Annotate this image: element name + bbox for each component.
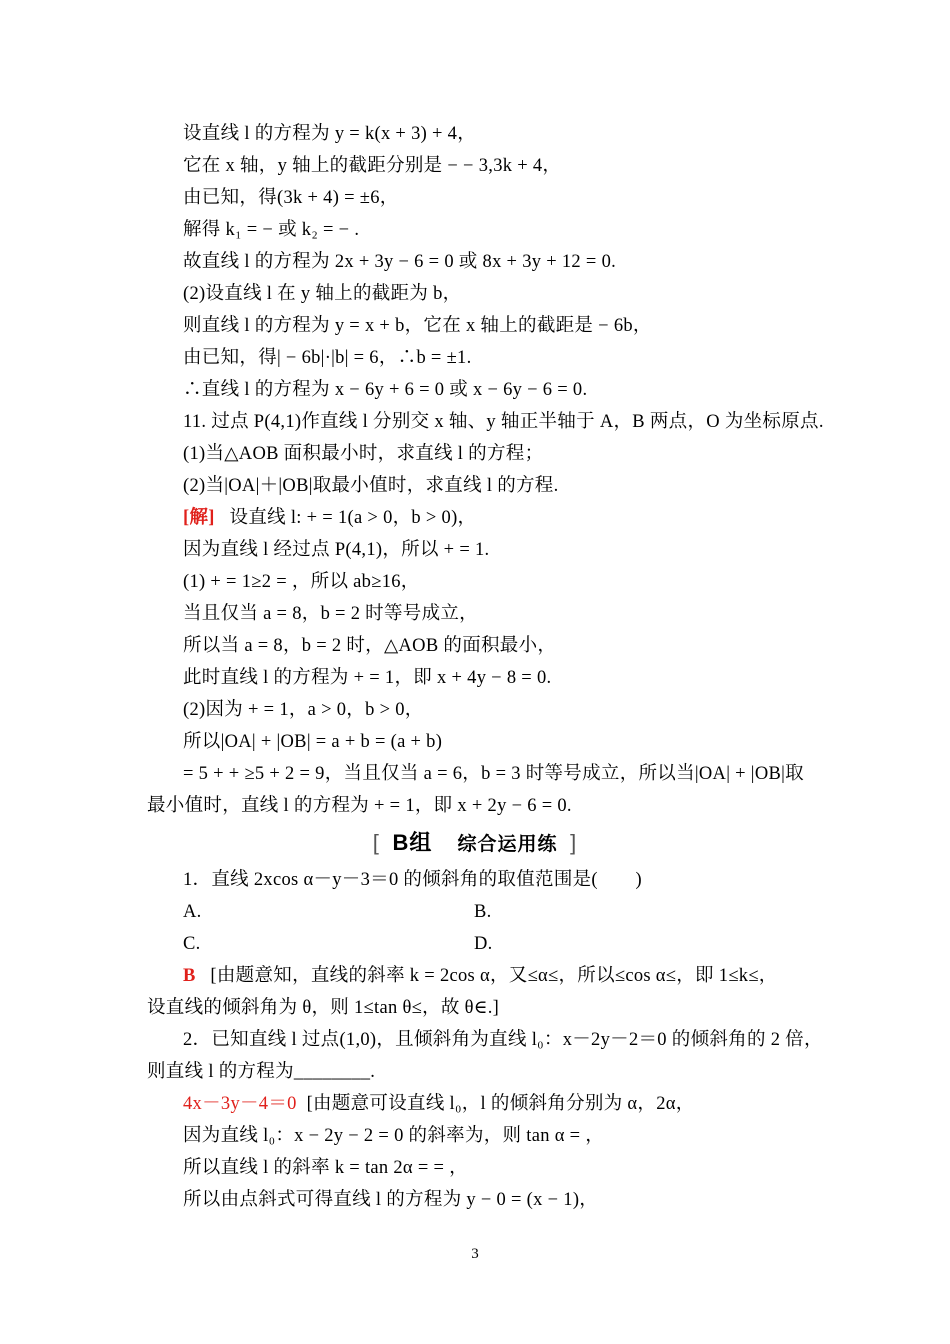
section-banner [0,826,950,860]
banner-right-bracket: ] [570,830,578,855]
options-row [0,928,950,960]
options-row [0,896,950,928]
text-line: 设直线 l 的方程为 y = k(x + 3) + 4， [183,124,477,144]
option-b: B. [474,902,492,922]
text-line: 因为直线 l₀：x − 2y − 2 = 0 的斜率为，则 tan α = ， [183,1126,605,1146]
text-line: 则直线 l 的方程为________. [147,1062,376,1082]
text-line: 所以直线 l 的斜率 k = tan 2α = = ， [183,1158,468,1178]
text-line: 由已知，得| − 6b|·|b| = 6，∴b = ±1. [183,348,472,368]
answer-label: B [183,966,196,986]
answer-text: [由题意知，直线的斜率 k = 2cos α，又≤α≤，所以≤cos α≤，即 1≤k≤， [210,966,778,986]
text-line: 此时直线 l 的方程为 + = 1，即 x + 4y − 8 = 0. [183,668,552,688]
text-line: (2)当|OA|＋|OB|取最小值时，求直线 l 的方程. [183,476,559,496]
answer-text: [由题意可设直线 l₀，l 的倾斜角分别为 α，2α， [306,1094,695,1114]
solution-line [0,502,950,534]
question-2: 2．已知直线 l 过点(1,0)，且倾斜角为直线 l₀：x－2y－2＝0 的倾斜角的 2 倍， [183,1030,823,1050]
banner-title: 综合运用练 [457,834,558,855]
text-line: (1) + = 1≥2 = ，所以 ab≥16， [183,572,420,592]
banner-left-bracket: [ [372,830,380,855]
text-line: (2)因为 + = 1，a > 0，b > 0， [183,700,424,720]
text-line: 则直线 l 的方程为 y = x + b，它在 x 轴上的截距是 − 6b， [183,316,652,336]
text-line: 解得 k₁ = − 或 k₂ = − . [183,220,360,240]
text-line: = 5 + + ≥5 + 2 = 9，当且仅当 a = 6，b = 3 时等号成立，所以当|OA| + |OB|取 [183,764,804,784]
option-c: C. [183,934,201,954]
question-1: 1．直线 2xcos α－y－3＝0 的倾斜角的取值范围是( ) [183,870,642,890]
solution-text: 设直线 l: + = 1(a > 0，b > 0)， [229,508,477,528]
text-line: 由已知，得(3k + 4) = ±6， [183,188,399,208]
option-d: D. [474,934,493,954]
page-number: 3 [471,1246,479,1262]
answer-line [0,960,950,992]
text-line: (1)当△AOB 面积最小时，求直线 l 的方程； [183,444,544,464]
text-line: 故直线 l 的方程为 2x + 3y − 6 = 0 或 8x + 3y + 12 = 0. [183,252,617,272]
answer-label: 4x－3y－4＝0 [183,1094,297,1114]
answer-line [0,1088,950,1120]
text-line: 设直线的倾斜角为 θ，则 1≤tan θ≤，故 θ∈.] [147,998,500,1018]
text-line: 所以由点斜式可得直线 l 的方程为 y − 0 = (x − 1)， [183,1190,599,1210]
text-line: 所以|OA| + |OB| = a + b = (a + b) [183,732,443,752]
option-a: A. [183,902,202,922]
banner-group: B组 [392,830,433,855]
text-line: 当且仅当 a = 8，b = 2 时等号成立， [183,604,478,624]
text-line: 因为直线 l 经过点 P(4,1)，所以 + = 1. [183,540,490,560]
text-line: 最小值时，直线 l 的方程为 + = 1，即 x + 2y − 6 = 0. [147,796,572,816]
text-line: (2)设直线 l 在 y 轴上的截距为 b， [183,284,462,304]
solution-label: [解] [183,508,215,528]
text-line: ∴直线 l 的方程为 x − 6y + 6 = 0 或 x − 6y − 6 = 0. [183,380,588,400]
question-11: 11. 过点 P(4,1)作直线 l 分别交 x 轴、y 轴正半轴于 A，B 两点，O 为坐标原点. [183,412,824,432]
text-line: 所以当 a = 8，b = 2 时，△AOB 的面积最小， [183,636,557,656]
text-line: 它在 x 轴，y 轴上的截距分别是 − − 3,3k + 4， [183,156,562,176]
